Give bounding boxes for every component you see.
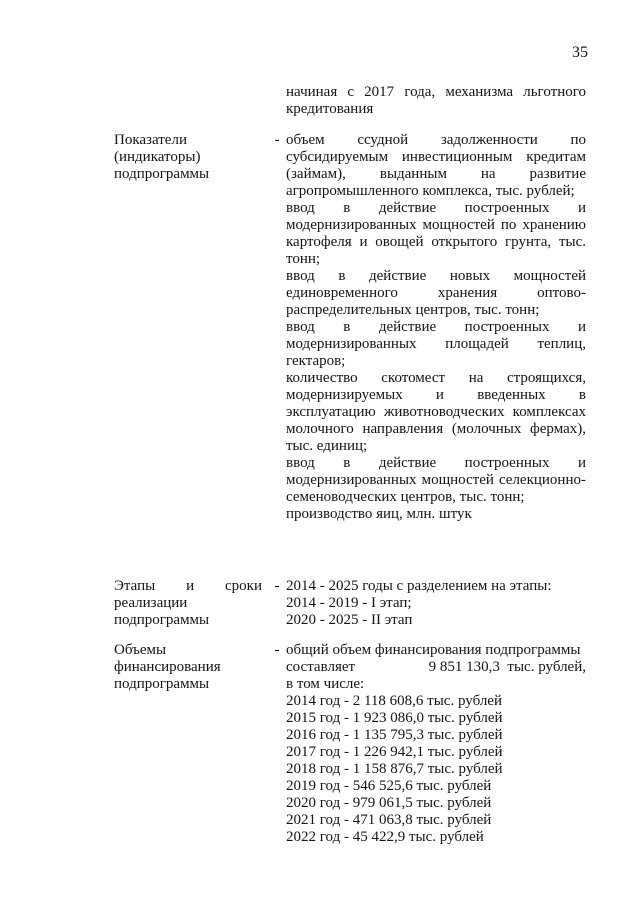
label-line: реализации: [114, 595, 188, 611]
financing-year: 2019 год - 546 525,6 тыс. рублей: [286, 778, 492, 794]
indicator-item: ввод в действие построенных и модернизированных площадей теплиц, гектаров;: [286, 319, 586, 369]
label-line: (индикаторы): [114, 149, 201, 165]
indicator-item: ввод в действие построенных и модернизированных мощностей по хранению картофеля и овощей открытого грунта, тыс. тонн;: [286, 200, 586, 267]
financing-year: 2015 год - 1 923 086,0 тыс. рублей: [286, 710, 503, 726]
stage-item: 2014 - 2019 - I этап;: [286, 595, 412, 611]
indicator-item: объем ссудной задолженности по субсидируемым инвестиционным кредитам (займам), выданным на развитие агропромышленного комплекса, тыс. рублей;: [286, 132, 586, 199]
indicator-item: ввод в действие построенных и модернизированных мощностей селекционно-семеноводческих центров, тыс. тонн;: [286, 455, 586, 505]
financing-total-intro: общий объем финансирования подпрограммы: [286, 642, 581, 658]
financing-including: в том числе:: [286, 676, 365, 692]
financing-list: [286, 642, 586, 846]
label-line: подпрограммы: [114, 612, 210, 628]
financing-total-line: [286, 659, 586, 676]
financing-year: 2022 год - 45 422,9 тыс. рублей: [286, 829, 484, 845]
stages-list: [286, 578, 586, 629]
label-line: Этапы и сроки: [114, 578, 262, 594]
financing-year: 2018 год - 1 158 876,7 тыс. рублей: [286, 761, 503, 777]
intro-text: начиная с 2017 года, механизма льготного кредитования: [286, 84, 586, 117]
dash: -: [274, 132, 280, 148]
financing-year: 2014 год - 2 118 608,6 тыс. рублей: [286, 693, 502, 709]
financing-year: 2017 год - 1 226 942,1 тыс. рублей: [286, 744, 503, 760]
label-line: подпрограммы: [114, 676, 210, 692]
label-line: Объемы: [114, 642, 167, 658]
label-line: подпрограммы: [114, 166, 210, 182]
stage-item: 2020 - 2025 - II этап: [286, 612, 413, 628]
indicator-list: [286, 132, 586, 523]
dash: -: [274, 578, 280, 594]
total-value: 9 851 130,3 тыс. рублей,: [428, 659, 586, 675]
financing-year: 2016 год - 1 135 795,3 тыс. рублей: [286, 727, 503, 743]
indicator-item: ввод в действие новых мощностей единовременного хранения оптово-распределительных центров, тыс. тонн;: [286, 268, 586, 318]
stage-item: 2014 - 2025 годы с разделением на этапы:: [286, 578, 552, 594]
financing-year: 2021 год - 471 063,8 тыс. рублей: [286, 812, 492, 828]
page-number: 35: [572, 44, 588, 61]
label-financing: [114, 642, 262, 693]
total-word: составляет: [286, 659, 356, 675]
label-line: финансирования: [114, 659, 221, 675]
label-indicators: [114, 132, 262, 183]
dash: -: [274, 642, 280, 658]
label-line: Показатели: [114, 132, 187, 148]
label-stages: [114, 578, 262, 629]
financing-year: 2020 год - 979 061,5 тыс. рублей: [286, 795, 492, 811]
indicator-item: количество скотомест на строящихся, модернизируемых и введенных в эксплуатацию животноводческих комплексах молочного направления (молочных фермах), тыс. единиц;: [286, 370, 586, 454]
indicator-item: производство яиц, млн. штук: [286, 506, 472, 522]
